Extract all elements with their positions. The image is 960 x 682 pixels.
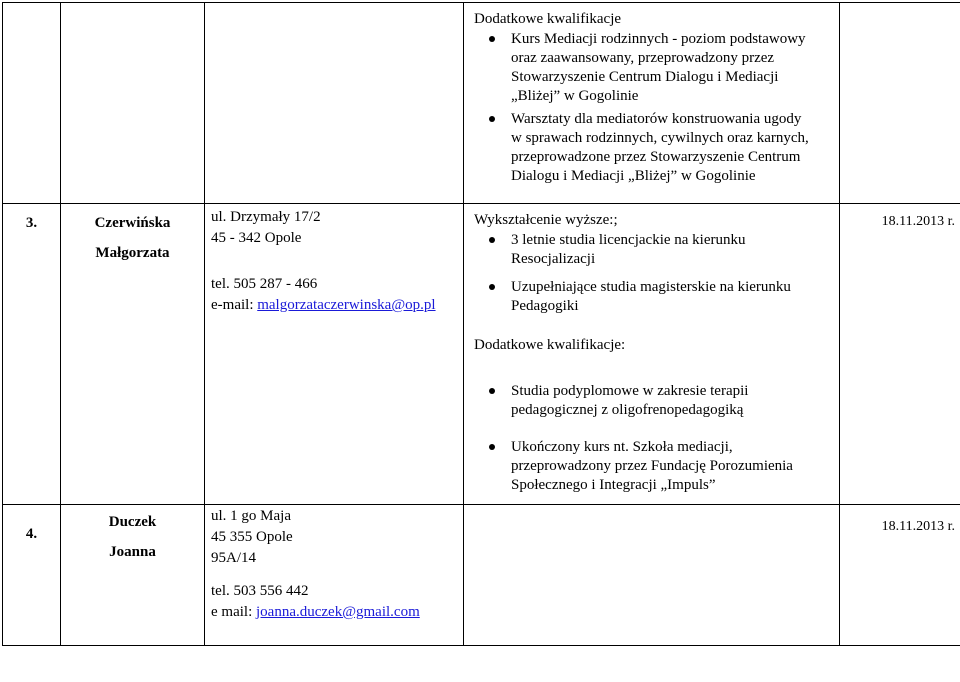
- list-item: 3 letnie studia licencjackie na kierunku Resocjalizacji: [474, 231, 835, 269]
- address-cell: [205, 505, 464, 646]
- list-item: Ukończony kurs nt. Szkoła mediacji, przeprowadzony przez Fundację Porozumienia Społecznego i Integracji „Impuls”: [474, 438, 835, 495]
- bullet-icon: [489, 36, 495, 42]
- qualifications-cell: [464, 3, 840, 204]
- address-cell: [205, 204, 464, 505]
- bullet-icon: [489, 237, 495, 243]
- table-row: [3, 505, 960, 646]
- address-block: [205, 505, 463, 623]
- list-item: Studia podyplomowe w zakresie terapii pedagogicznej z oligofrenopedagogiką: [474, 382, 835, 420]
- section-heading: Dodatkowe kwalifikacje: [474, 11, 622, 27]
- address-block: [205, 204, 463, 316]
- number-cell: [3, 204, 61, 505]
- first-name: Małgorzata: [95, 245, 170, 261]
- extra-qualifications-heading: Dodatkowe kwalifikacje:: [474, 337, 626, 353]
- entry-number: 4.: [25, 526, 38, 542]
- education-heading: Wykształcenie wyższe:;: [474, 212, 618, 228]
- name-cell: [61, 204, 205, 505]
- entry-number: 3.: [25, 215, 38, 231]
- surname: Czerwińska: [94, 215, 171, 231]
- date-cell: [840, 3, 960, 204]
- number-cell: [3, 3, 61, 204]
- qualifications-cell: [464, 204, 840, 505]
- email-link[interactable]: joanna.duczek@gmail.com: [256, 604, 420, 620]
- education-list: [474, 231, 835, 316]
- email-line: [211, 295, 463, 316]
- street-address: ul. Drzymały 17/2: [211, 209, 321, 225]
- name-cell: [61, 3, 205, 204]
- first-name: Joanna: [109, 544, 156, 560]
- table-row: [3, 204, 960, 505]
- mediators-table: [2, 2, 960, 646]
- bullet-icon: [489, 284, 495, 290]
- entry-date: 18.11.2013 r.: [881, 519, 955, 534]
- phone-number: tel. 505 287 - 466: [211, 276, 318, 292]
- list-item: Uzupełniające studia magisterskie na kierunku Pedagogiki: [474, 278, 835, 316]
- email-link[interactable]: malgorzataczerwinska@op.pl: [257, 297, 436, 313]
- email-label: e mail:: [211, 604, 256, 620]
- qualifications-cell: [464, 505, 840, 646]
- qualifications-block: [464, 204, 839, 495]
- name-cell: [61, 505, 205, 646]
- postal-city: 45 355 Opole: [211, 529, 293, 545]
- email-label: e-mail:: [211, 297, 258, 313]
- address-cell: [205, 3, 464, 204]
- qualification-list: [474, 30, 835, 186]
- qualifications-block: [464, 3, 839, 186]
- list-item: Kurs Mediacji rodzinnych - poziom podstawowy oraz zaawansowany, przeprowadzony przez Stowarzyszenie Centrum Dialogu i Mediacji „Bliżej” w Gogolinie: [474, 30, 835, 106]
- date-cell: [840, 505, 960, 646]
- table-row: [3, 3, 960, 204]
- list-item: Warsztaty dla mediatorów konstruowania ugody w sprawach rodzinnych, cywilnych oraz karnych, przeprowadzone przez Stowarzyszenie Centrum Dialogu i Mediacji „Bliżej” w Gogolinie: [474, 110, 835, 186]
- street-address: ul. 1 go Maja: [211, 508, 291, 524]
- number-cell: [3, 505, 61, 646]
- bullet-icon: [489, 116, 495, 122]
- apartment: 95A/14: [211, 550, 256, 566]
- entry-date: 18.11.2013 r.: [881, 214, 955, 229]
- bullet-icon: [489, 444, 495, 450]
- date-cell: [840, 204, 960, 505]
- phone-number: tel. 503 556 442: [211, 583, 309, 599]
- bullet-icon: [489, 388, 495, 394]
- postal-city: 45 - 342 Opole: [211, 230, 302, 246]
- extra-qualifications-list: [474, 382, 835, 495]
- email-line: [211, 602, 463, 623]
- surname: Duczek: [108, 514, 157, 530]
